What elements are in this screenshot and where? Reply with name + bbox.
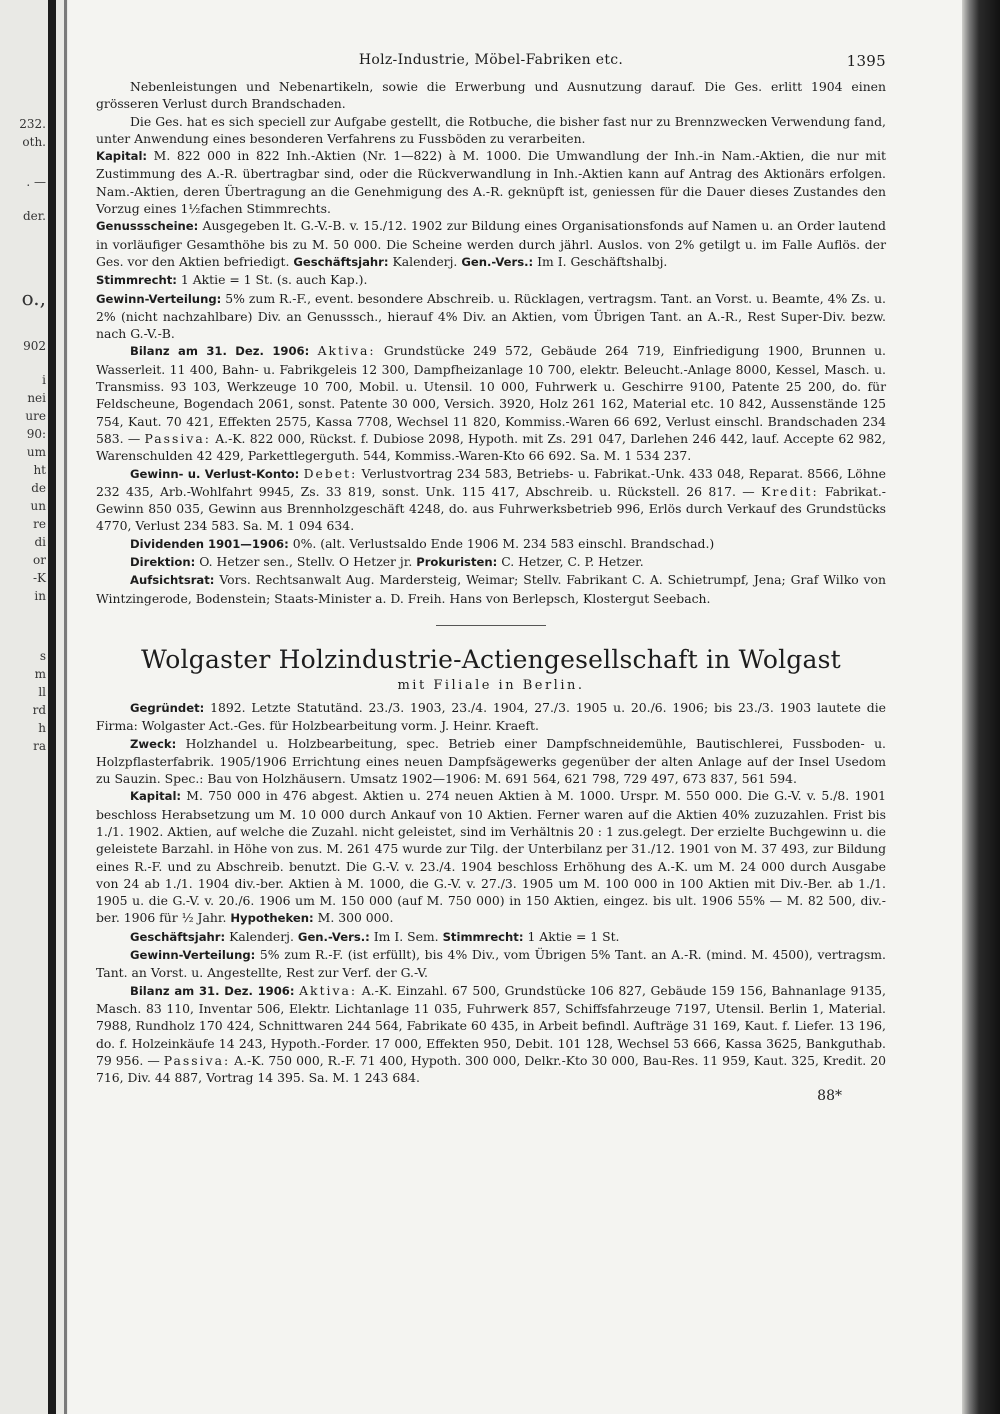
bilanz-label: Bilanz am 31. Dez. 1906: (130, 344, 310, 359)
stimmrecht-text: 1 Aktie = 1 St. (s. auch Kap.). (180, 272, 368, 288)
margin-fragment: o., (21, 286, 46, 310)
margin-fragment: um (26, 445, 46, 459)
zweck-entry (96, 735, 886, 788)
geschaeftsjahr-text: Kalenderj. (229, 928, 294, 944)
gewinn-verteilung-entry (96, 290, 886, 343)
margin-fragment: ht (33, 463, 46, 477)
margin-fragment: der. (22, 209, 46, 223)
gewinn-verteilung-text: 5% zum R.-F., event. besondere Abschreib. u. Rücklagen, vertragsm. Tant. an Vorst. u. Beamte, 4% Zs. u. 2% (nicht nachzahlbare) Div. an Genusssch., hierauf 4% Div. an Aktien, vom Übrigen Tant. an A.-R., Rest Super-Div. bezw. nach G.-V.-B. (96, 290, 886, 342)
margin-fragment: re (33, 517, 46, 531)
genussscheine-label: Genussscheine: (96, 219, 199, 234)
binding-line-left (64, 0, 67, 1414)
dividenden-label: Dividenden 1901—1906: (130, 536, 289, 551)
gewinn-verteilung-text: 5% zum R.-F. (ist erfüllt), bis 4% Div., vom Übrigen 5% Tant. an A.-R. (mind. M. 4500), vertragsm. Tant. an Vorst. u. Angestellte, Rest zur Verf. der G.-V. (96, 947, 886, 981)
passiva-text: A.-K. 750 000, R.-F. 71 400, Hypoth. 300 000, Delkr.-Kto 30 000, Bau-Res. 11 959, Kaut. 325, Kredit. 20 716, Div. 44 887, Vortrag 14 395. Sa. M. 1 243 684. (96, 1052, 886, 1086)
margin-fragment: oth. (22, 135, 46, 149)
zweck-label: Zweck: (130, 736, 177, 751)
prokuristen-label: Prokuristen: (416, 555, 498, 570)
direktion-entry (96, 553, 886, 571)
margin-fragment: ure (25, 409, 46, 423)
passiva-label: Passiva: (163, 1052, 231, 1068)
gen-vers-text: Im I. Geschäftshalbj. (537, 253, 668, 269)
kapital-label: Kapital: (130, 789, 182, 804)
zweck-text: Holzhandel u. Holzbearbeitung, spec. Betrieb einer Dampfschneidemühle, Bautischlerei, Fussboden- u. Holzpflasterfabrik. 1905/1906 Errichtung eines neuen Dampfsägewerks gegenüber der alten Anlage auf der Insel Usedom zu Sauzin. Spec.: Bau von Holzhäusern. Umsatz 1902—1906: M. 691 564, 621 798, 729 497, 673 837, 561 594. (96, 735, 886, 787)
margin-fragment: rd (32, 703, 46, 717)
margin-fragment: 902 (23, 339, 46, 353)
kredit-label: Kredit: (761, 483, 819, 499)
margin-fragment: . — (26, 175, 46, 189)
aktiva-label: Aktiva: (299, 982, 358, 998)
prokuristen-text: C. Hetzer, C. P. Hetzer. (501, 554, 644, 570)
dividenden-entry (96, 535, 886, 553)
stimmrecht-label: Stimmrecht: (442, 929, 524, 944)
debet-label: Debet: (303, 465, 358, 481)
section-divider (436, 625, 546, 626)
margin-fragment: 90: (26, 427, 46, 441)
kapital-text: M. 822 000 in 822 Inh.-Aktien (Nr. 1—822) à M. 1000. Die Umwandlung der Inh.-in Nam.-Aktien, die nur mit Zustimmung des A.-R. übertragbar sind, oder die Rückverwandlung in Inh.-Aktien kann auf Antrag des Aktionärs erfolgen. Nam.-Aktien, deren Übertragung an die Genehmigung des A.-R. geknüpft ist, geniessen für die Dauer dieses Zustandes den Vorzug eines 1½fachen Stimmrechts. (96, 148, 886, 217)
margin-fragment: di (34, 535, 46, 549)
kapital-entry (96, 787, 886, 927)
genussscheine-entry (96, 217, 886, 271)
aufsichtsrat-text: Vors. Rechtsanwalt Aug. Mardersteig, Weimar; Stellv. Fabrikant C. A. Schietrumpf, Jena; Graf Wilko von Wintzingerode, Bodenstein; Staats-Minister a. D. Freih. Hans von Berlepsch, Klostergut Seebach. (96, 572, 886, 606)
aufsichtsrat-label: Aufsichtsrat: (130, 573, 215, 588)
margin-fragment: ll (38, 685, 46, 699)
gegruendet-entry (96, 699, 886, 735)
geschaeftsjahr-label: Geschäftsjahr: (130, 929, 226, 944)
margin-fragment: or (33, 553, 46, 567)
company-title: Wolgaster Holzindustrie-Actiengesellschaft in Wolgast (141, 644, 841, 674)
margin-fragment: h (38, 721, 46, 735)
margin-fragment: nei (27, 391, 46, 405)
gen-vers-label: Gen.-Vers.: (297, 929, 370, 944)
page-body (96, 52, 886, 1104)
geschaeftsjahr-text: Kalenderj. (392, 253, 458, 269)
gen-vers-text: Im I. Sem. (373, 928, 439, 944)
margin-fragment: in (34, 589, 46, 603)
entry-wolgaster (96, 644, 886, 1105)
dividenden-text: 0%. (alt. Verlustsaldo Ende 1906 M. 234 583 einschl. Brandschad.) (292, 535, 715, 551)
margin-fragment: m (34, 667, 46, 681)
passiva-label: Passiva: (144, 430, 211, 446)
kredit-text: Fabrikat.-Gewinn 850 035, Gewinn aus Brennholzgeschäft 4248, do. aus Fuhrwerksbetrieb 996, Erlös durch Verkauf des Grundstücks 4770, Verlust 234 583. Sa. M. 1 094 634. (96, 483, 886, 534)
margin-fragment: s (39, 649, 46, 663)
geschaeftsjahr-label: Geschäftsjahr: (293, 254, 389, 269)
margin-fragment: -K (32, 571, 46, 585)
entry-continued (96, 78, 886, 607)
gewinn-verteilung-label: Gewinn-Verteilung: (130, 948, 256, 963)
gen-vers-label: Gen.-Vers.: (461, 254, 534, 269)
margin-fragment: 232. (19, 117, 46, 131)
debet-text: Verlustvortrag 234 583, Betriebs- u. Fabrikat.-Unk. 433 048, Reparat. 8566, Löhne 232 435, Arb.-Wohlfahrt 9945, Zs. 33 819, sonst. Unk. 115 417, Abschreib. u. Rückstell. 26 817. — (96, 465, 886, 499)
bilanz-entry (96, 342, 886, 464)
company-subtitle: mit Filiale in Berlin. (397, 677, 585, 693)
book-spine-right (962, 0, 1000, 1414)
running-header (96, 52, 886, 78)
gewinn-verlust-label: Gewinn- u. Verlust-Konto: (130, 466, 300, 481)
kapital-entry (96, 147, 886, 217)
genussscheine-text: Ausgegeben lt. G.-V.-B. v. 15./12. 1902 zur Bildung eines Organisationsfonds auf Namen u. an Order lautend in vorläufiger Gesamthöhe bis zu M. 50 000. Die Scheine werden durch jährl. Auslos. von 2% getilgt u. im Falle Auflös. der Ges. vor den Aktien befriedigt. (96, 218, 886, 269)
aktiva-text: Grundstücke 249 572, Gebäude 264 719, Einfriedigung 1900, Brunnen u. Wasserleit. 11 400, Bahn- u. Fabrikgeleis 12 300, Dampfheizanlage 10 700, elektr. Beleucht.-Anlage 8000, Kessel, Masch. u. Transmiss. 93 103, Werkzeuge 10 700, Mobil. u. Utensil. 10 000, Fuhrwerk u. Geschirre 9100, Patente 25 200, do. für Feldscheune, Bogendach 2061, sonst. Patente 30 000, Versich. 3920, Holz 261 162, Material etc. 10 842, Aussenstände 125 754, Kaut. 70 421, Effekten 2575, Kassa 7708, Wechsel 11 820, Kommiss.-Waren 66 692, Verlust einschl. Brandschaden 234 583. — (96, 343, 886, 446)
direktion-text: O. Hetzer sen., Stellv. O Hetzer jr. (199, 554, 413, 570)
paragraph: Nebenleistungen und Nebenartikeln, sowie die Erwerbung und Ausnutzung darauf. Die Ges. erlitt 1904 einen grösseren Verlust durch Brandschaden. (96, 79, 886, 112)
aktiva-label: Aktiva: (317, 343, 376, 359)
gewinn-verteilung-label: Gewinn-Verteilung: (96, 291, 222, 306)
geschaeftsjahr-entry (96, 928, 886, 946)
direktion-label: Direktion: (130, 555, 196, 570)
running-header-title: Holz-Industrie, Möbel-Fabriken etc. (358, 52, 624, 68)
margin-fragment: un (30, 499, 46, 513)
aufsichtsrat-entry (96, 571, 886, 607)
hypotheken-text: M. 300 000. (317, 910, 394, 926)
aktiva-text: A.-K. Einzahl. 67 500, Grundstücke 106 827, Gebäude 159 156, Bahnanlage 9135, Masch. 83 110, Inventar 506, Elektr. Lichtanlage 11 035, Fuhrwerk 857, Schiffsfahrzeuge 7197, Utensil. Berlin 1, Material. 7988, Rundholz 170 424, Schnittwaren 244 564, Fabrikate 60 435, in Arbeit befindl. Aufträge 31 169, Kaut. f. Liefer. 13 196, do. f. Holzeinkäufe 14 243, Hypoth.-Forder. 17 000, Effekten 950, Debit. 101 128, Wechsel 53 666, Kassa 3625, Bankguthab. 79 956. — (96, 982, 886, 1068)
margin-fragment: de (31, 481, 46, 495)
stimmrecht-text: 1 Aktie = 1 St. (527, 928, 620, 944)
bilanz-label: Bilanz am 31. Dez. 1906: (130, 983, 295, 998)
margin-fragment: ra (33, 739, 46, 753)
binding-shadow-left (48, 0, 56, 1414)
bilanz-entry (96, 982, 886, 1087)
sheet-signature: 88* (817, 1088, 842, 1105)
margin-fragment: i (42, 373, 46, 387)
passiva-text: A.-K. 822 000, Rückst. f. Dubiose 2098, Hypoth. mit Zs. 291 047, Darlehen 246 442, lauf. Accepte 62 982, Warenschulden 42 429, Parkettlegerguth. 544, Kommiss.-Waren-Kto 66 692. Sa. M. 1 534 237. (96, 430, 886, 464)
gewinn-verlust-entry (96, 465, 886, 535)
stimmrecht-label: Stimmrecht: (96, 273, 177, 288)
hypotheken-label: Hypotheken: (230, 911, 314, 926)
gegruendet-text: 1892. Letzte Statutänd. 23./3. 1903, 23./4. 1904, 27./3. 1905 u. 20./6. 1906; bis 23./3. 1903 lautete die Firma: Wolgaster Act.-Ges. für Holzbearbeitung vorm. J. Heinr. Kraeft. (96, 699, 886, 734)
gewinn-verteilung-entry (96, 946, 886, 982)
kapital-label: Kapital: (96, 149, 148, 164)
gegruendet-label: Gegründet: (130, 700, 205, 715)
paragraph: Die Ges. hat es sich speciell zur Aufgabe gestellt, die Rotbuche, die bisher fast nur zu Brennzwecken Verwendung fand, unter Anwendung eines besonderen Verfahrens zu Fussböden zu verarbeiten. (96, 113, 886, 146)
page-number: 1395 (846, 52, 886, 70)
kapital-text: M. 750 000 in 476 abgest. Aktien u. 274 neuen Aktien à M. 1000. Urspr. M. 550 000. Die G.-V. v. 5./8. 1901 beschloss Herabsetzung um M. 10 000 durch Ankauf von 10 Aktien. Ferner waren auf die Aktien 40% zuzuzahlen. Frist bis 1./1. 1902. Aktien, auf welche die Zuzahl. nicht geleistet, sind im Verhältnis 20 : 1 zus.gelegt. Der erzielte Buchgewinn u. die geleistete Barzahl. in Höhe von zus. M. 261 475 wurde zur Tilg. der Unterbilanz per 31./12. 1901 von M. 37 493, zur Bildung eines R.-F. und zu Abschreib. benutzt. Die G.-V. v. 23./4. 1904 beschloss Erhöhung des A.-K. um M. 24 000 durch Ausgabe von 24 ab 1./1. 1904 div.-ber. Aktien à M. 1000, die G.-V. v. 27./3. 1905 um M. 100 000 in 100 Aktien mit Div.-Ber. ab 1./1. 1905 u. die G.-V. v. 20./6. 1906 um M. 150 000 (auf M. 750 000) in 150 Aktien, eingez. bis ult. 1906 55% — M. 82 500, div.-ber. 1906 für ½ Jahr. (96, 788, 886, 926)
stimmrecht-entry (96, 271, 886, 289)
